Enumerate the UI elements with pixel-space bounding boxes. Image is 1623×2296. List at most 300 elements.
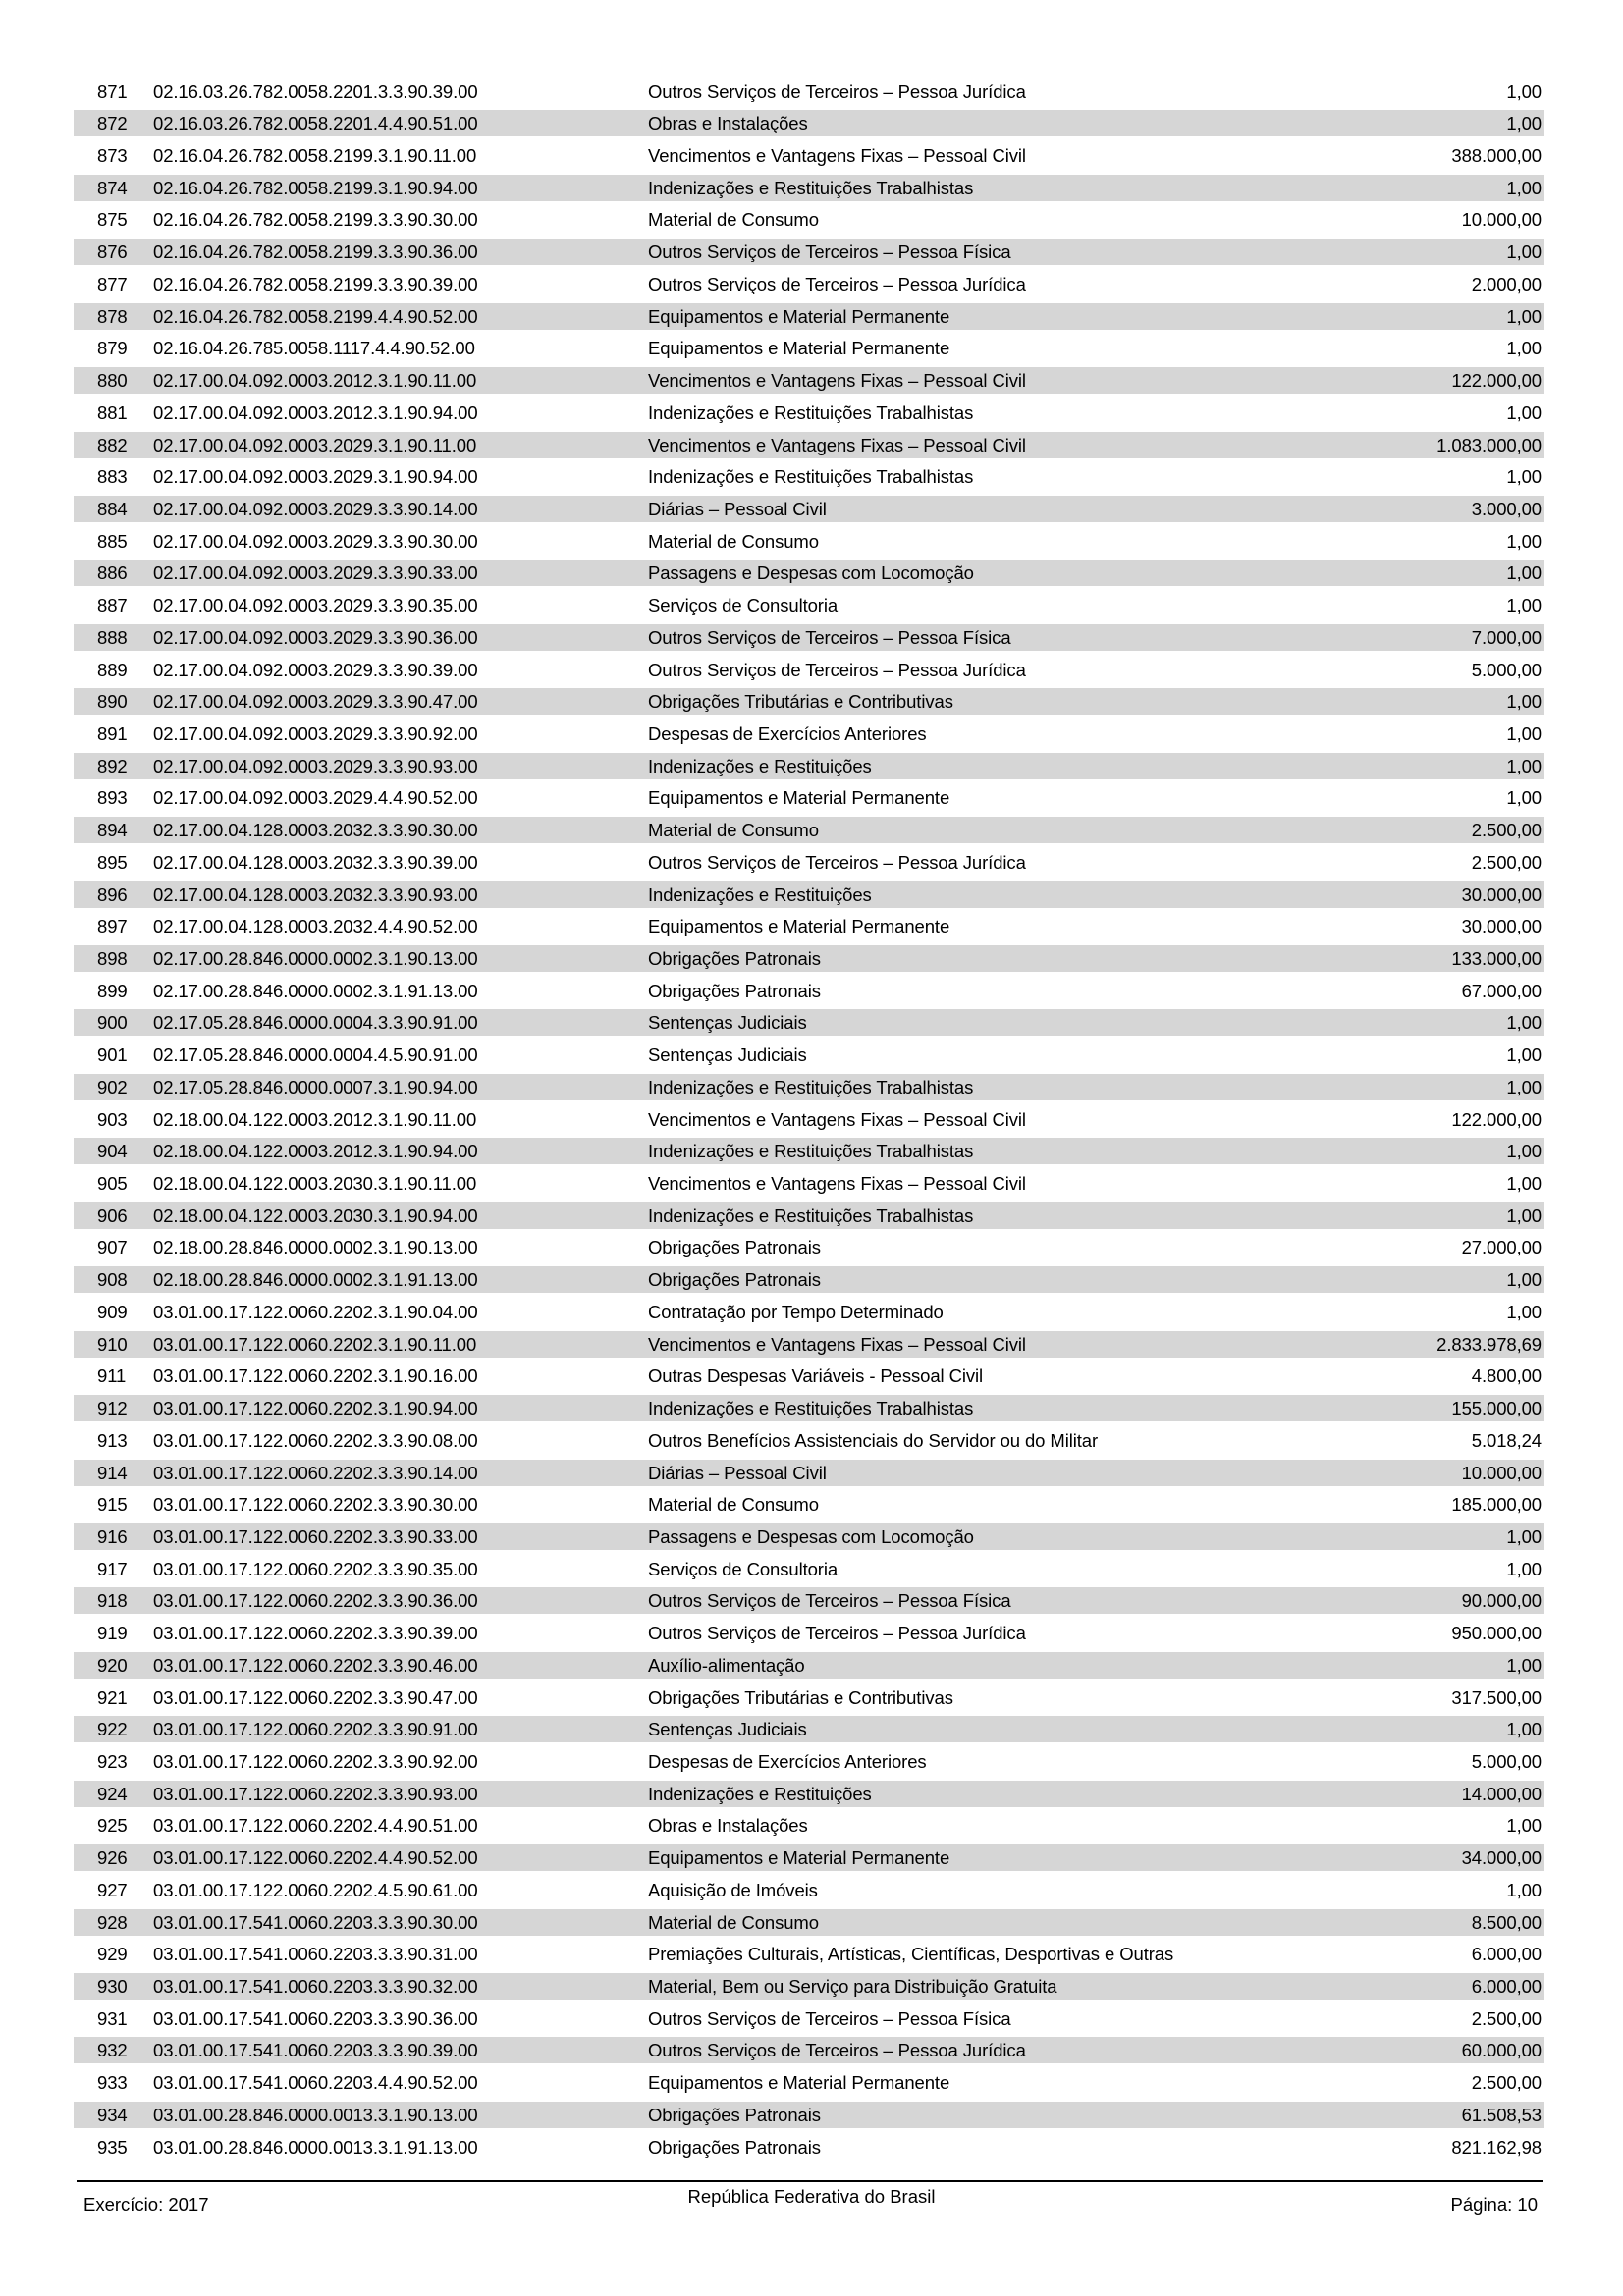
expense-description: Vencimentos e Vantagens Fixas – Pessoal Civil: [648, 1333, 1026, 1355]
amount-value: 1,00: [1506, 1815, 1542, 1837]
table-row: [74, 814, 1544, 846]
budget-code: 03.01.00.17.541.0060.2203.3.3.90.32.00: [153, 1976, 478, 1997]
table-row: [74, 718, 1544, 750]
expense-description: Premiações Culturais, Artísticas, Científicas, Desportivas e Outras: [648, 1944, 1174, 1965]
row-number: 926: [97, 1847, 128, 1869]
row-number: 877: [97, 273, 128, 294]
amount-value: 185.000,00: [1451, 1494, 1542, 1516]
row-number: 913: [97, 1429, 128, 1451]
budget-code: 02.17.00.04.092.0003.2029.3.1.90.11.00: [153, 434, 477, 455]
expense-description: Outros Serviços de Terceiros – Pessoa Física: [648, 2007, 1011, 2029]
amount-value: 5.000,00: [1471, 1750, 1542, 1772]
budget-code: 03.01.00.17.122.0060.2202.3.1.90.16.00: [153, 1365, 478, 1387]
row-number: 889: [97, 659, 128, 680]
row-number: 890: [97, 691, 128, 713]
table-row: [74, 1713, 1544, 1745]
amount-value: 1,00: [1506, 1076, 1542, 1097]
budget-code: 02.16.04.26.782.0058.2199.3.3.90.36.00: [153, 241, 478, 263]
expense-description: Outros Serviços de Terceiros – Pessoa Jurídica: [648, 2040, 1026, 2061]
table-row: [74, 236, 1544, 268]
expense-description: Material de Consumo: [648, 209, 819, 231]
expense-description: Obras e Instalações: [648, 1815, 808, 1837]
amount-value: 821.162,98: [1451, 2136, 1542, 2158]
amount-value: 1,00: [1506, 1879, 1542, 1900]
expense-description: Passagens e Despesas com Locomoção: [648, 1525, 974, 1547]
row-number: 916: [97, 1525, 128, 1547]
row-number: 902: [97, 1076, 128, 1097]
expense-description: Obrigações Patronais: [648, 980, 821, 1001]
amount-value: 1,00: [1506, 1141, 1542, 1162]
budget-code: 02.16.03.26.782.0058.2201.3.3.90.39.00: [153, 80, 478, 102]
table-row: [74, 172, 1544, 204]
amount-value: 1,00: [1506, 80, 1542, 102]
expense-description: Outros Serviços de Terceiros – Pessoa Jurídica: [648, 273, 1026, 294]
row-number: 908: [97, 1269, 128, 1291]
row-number: 934: [97, 2104, 128, 2125]
footer-divider: [77, 2180, 1543, 2182]
budget-code: 02.17.00.28.846.0000.0002.3.1.91.13.00: [153, 980, 478, 1001]
table-row: [74, 203, 1544, 236]
expense-description: Outros Serviços de Terceiros – Pessoa Jurídica: [648, 80, 1026, 102]
row-number: 911: [97, 1365, 127, 1387]
budget-code: 02.17.00.04.092.0003.2029.3.3.90.35.00: [153, 595, 478, 616]
amount-value: 5.000,00: [1471, 659, 1542, 680]
table-row: [74, 1457, 1544, 1489]
expense-description: Obras e Instalações: [648, 113, 808, 134]
row-number: 932: [97, 2040, 128, 2061]
table-row: [74, 1071, 1544, 1103]
row-number: 875: [97, 209, 128, 231]
row-number: 885: [97, 530, 128, 552]
table-row: [74, 685, 1544, 718]
amount-value: 2.500,00: [1471, 2007, 1542, 2029]
amount-value: 61.508,53: [1461, 2104, 1542, 2125]
budget-code: 02.16.03.26.782.0058.2201.4.4.90.51.00: [153, 113, 478, 134]
table-row: [74, 1970, 1544, 2002]
expense-description: Material de Consumo: [648, 820, 819, 841]
row-number: 874: [97, 177, 128, 198]
expense-description: Equipamentos e Material Permanente: [648, 2072, 950, 2094]
expense-description: Sentenças Judiciais: [648, 1044, 807, 1066]
amount-value: 1,00: [1506, 787, 1542, 809]
table-row: [74, 76, 1544, 108]
row-number: 914: [97, 1462, 128, 1483]
amount-value: 30.000,00: [1461, 916, 1542, 937]
budget-code: 03.01.00.17.122.0060.2202.4.5.90.61.00: [153, 1879, 478, 1900]
row-number: 925: [97, 1815, 128, 1837]
expense-description: Auxílio-alimentação: [648, 1654, 805, 1676]
row-number: 888: [97, 626, 128, 648]
table-row: [74, 621, 1544, 654]
budget-code: 02.17.00.04.092.0003.2029.3.3.90.47.00: [153, 691, 478, 713]
budget-code: 03.01.00.17.122.0060.2202.3.1.90.04.00: [153, 1301, 478, 1322]
budget-code: 02.17.00.04.092.0003.2012.3.1.90.94.00: [153, 401, 478, 423]
amount-value: 1,00: [1506, 1269, 1542, 1291]
budget-code: 02.17.00.04.092.0003.2029.4.4.90.52.00: [153, 787, 478, 809]
amount-value: 1,00: [1506, 1525, 1542, 1547]
expense-description: Indenizações e Restituições: [648, 883, 872, 905]
amount-value: 67.000,00: [1461, 980, 1542, 1001]
budget-code: 02.17.00.04.128.0003.2032.3.3.90.93.00: [153, 883, 478, 905]
amount-value: 122.000,00: [1451, 1108, 1542, 1130]
expense-description: Sentenças Judiciais: [648, 1719, 807, 1740]
row-number: 873: [97, 145, 128, 167]
amount-value: 317.500,00: [1451, 1686, 1542, 1708]
amount-value: 1,00: [1506, 722, 1542, 744]
row-number: 905: [97, 1173, 128, 1195]
table-row: [74, 1842, 1544, 1874]
amount-value: 30.000,00: [1461, 883, 1542, 905]
budget-code: 03.01.00.17.541.0060.2203.4.4.90.52.00: [153, 2072, 478, 2094]
table-row: [74, 557, 1544, 589]
row-number: 886: [97, 562, 128, 584]
row-number: 935: [97, 2136, 128, 2158]
amount-value: 4.800,00: [1471, 1365, 1542, 1387]
budget-code: 02.17.00.04.128.0003.2032.4.4.90.52.00: [153, 916, 478, 937]
row-number: 876: [97, 241, 128, 263]
row-number: 899: [97, 980, 128, 1001]
table-row: [74, 1682, 1544, 1714]
amount-value: 1,00: [1506, 1204, 1542, 1226]
table-row: [74, 975, 1544, 1007]
amount-value: 1,00: [1506, 562, 1542, 584]
expense-description: Despesas de Exercícios Anteriores: [648, 1750, 927, 1772]
expense-description: Indenizações e Restituições Trabalhistas: [648, 1076, 974, 1097]
budget-code: 03.01.00.17.122.0060.2202.3.3.90.33.00: [153, 1525, 478, 1547]
row-number: 909: [97, 1301, 128, 1322]
expense-description: Outros Benefícios Assistenciais do Servidor ou do Militar: [648, 1429, 1099, 1451]
budget-code: 03.01.00.17.122.0060.2202.3.3.90.92.00: [153, 1750, 478, 1772]
amount-value: 2.500,00: [1471, 851, 1542, 873]
amount-value: 8.500,00: [1471, 1911, 1542, 1933]
budget-code: 03.01.00.17.122.0060.2202.3.3.90.46.00: [153, 1654, 478, 1676]
expense-description: Serviços de Consultoria: [648, 1558, 839, 1579]
row-number: 924: [97, 1783, 128, 1804]
table-row: [74, 654, 1544, 686]
expense-description: Indenizações e Restituições Trabalhistas: [648, 401, 974, 423]
budget-table: [74, 76, 1544, 2163]
budget-code: 02.17.00.28.846.0000.0002.3.1.90.13.00: [153, 948, 478, 969]
amount-value: 1,00: [1506, 1301, 1542, 1322]
budget-code: 03.01.00.17.541.0060.2203.3.3.90.39.00: [153, 2040, 478, 2061]
amount-value: 1,00: [1506, 338, 1542, 359]
expense-description: Indenizações e Restituições: [648, 755, 872, 776]
amount-value: 90.000,00: [1461, 1590, 1542, 1612]
row-number: 897: [97, 916, 128, 937]
amount-value: 1,00: [1506, 1044, 1542, 1066]
expense-description: Despesas de Exercícios Anteriores: [648, 722, 927, 744]
amount-value: 34.000,00: [1461, 1847, 1542, 1869]
amount-value: 27.000,00: [1461, 1237, 1542, 1258]
expense-description: Obrigações Patronais: [648, 1237, 821, 1258]
row-number: 919: [97, 1623, 128, 1644]
row-number: 904: [97, 1141, 128, 1162]
table-row: [74, 1778, 1544, 1810]
expense-description: Indenizações e Restituições Trabalhistas: [648, 1398, 974, 1419]
table-row: [74, 493, 1544, 525]
row-number: 917: [97, 1558, 128, 1579]
expense-description: Indenizações e Restituições: [648, 1783, 872, 1804]
amount-value: 1,00: [1506, 755, 1542, 776]
amount-value: 950.000,00: [1451, 1623, 1542, 1644]
budget-code: 02.18.00.04.122.0003.2012.3.1.90.94.00: [153, 1141, 478, 1162]
budget-code: 02.16.04.26.782.0058.2199.3.1.90.11.00: [153, 145, 477, 167]
row-number: 896: [97, 883, 128, 905]
amount-value: 1,00: [1506, 1558, 1542, 1579]
row-number: 882: [97, 434, 128, 455]
budget-code: 02.17.00.04.128.0003.2032.3.3.90.39.00: [153, 851, 478, 873]
amount-value: 1,00: [1506, 595, 1542, 616]
footer-title: República Federativa do Brasil: [687, 2186, 936, 2207]
row-number: 930: [97, 1976, 128, 1997]
table-row: [74, 1392, 1544, 1424]
budget-code: 02.17.00.04.092.0003.2029.3.3.90.92.00: [153, 722, 478, 744]
amount-value: 2.000,00: [1471, 273, 1542, 294]
budget-code: 02.17.00.04.128.0003.2032.3.3.90.30.00: [153, 820, 478, 841]
amount-value: 2.500,00: [1471, 820, 1542, 841]
expense-description: Vencimentos e Vantagens Fixas – Pessoal Civil: [648, 434, 1026, 455]
row-number: 887: [97, 595, 128, 616]
table-row: [74, 1231, 1544, 1263]
expense-description: Equipamentos e Material Permanente: [648, 305, 950, 327]
row-number: 928: [97, 1911, 128, 1933]
table-row: [74, 1263, 1544, 1296]
table-row: [74, 1521, 1544, 1553]
table-row: [74, 1938, 1544, 1970]
row-number: 879: [97, 338, 128, 359]
table-row: [74, 942, 1544, 975]
amount-value: 122.000,00: [1451, 370, 1542, 392]
budget-code: 03.01.00.17.541.0060.2203.3.3.90.30.00: [153, 1911, 478, 1933]
row-number: 910: [97, 1333, 128, 1355]
amount-value: 2.500,00: [1471, 2072, 1542, 2094]
amount-value: 7.000,00: [1471, 626, 1542, 648]
table-row: [74, 1200, 1544, 1232]
row-number: 933: [97, 2072, 128, 2094]
budget-code: 02.18.00.28.846.0000.0002.3.1.91.13.00: [153, 1269, 478, 1291]
expense-description: Material de Consumo: [648, 1911, 819, 1933]
table-row: [74, 1617, 1544, 1649]
row-number: 881: [97, 401, 128, 423]
expense-description: Serviços de Consultoria: [648, 595, 839, 616]
row-number: 892: [97, 755, 128, 776]
table-row: [74, 2131, 1544, 2163]
expense-description: Sentenças Judiciais: [648, 1012, 807, 1034]
table-row: [74, 1553, 1544, 1585]
table-row: [74, 1135, 1544, 1167]
footer-exercise-year: Exercício: 2017: [83, 2194, 209, 2215]
table-row: [74, 1906, 1544, 1939]
amount-value: 6.000,00: [1471, 1944, 1542, 1965]
expense-description: Obrigações Patronais: [648, 2104, 821, 2125]
amount-value: 10.000,00: [1461, 1462, 1542, 1483]
table-row: [74, 846, 1544, 879]
budget-code: 03.01.00.17.122.0060.2202.3.3.90.30.00: [153, 1494, 478, 1516]
budget-code: 02.16.04.26.782.0058.2199.4.4.90.52.00: [153, 305, 478, 327]
table-row: [74, 1488, 1544, 1521]
expense-description: Vencimentos e Vantagens Fixas – Pessoal Civil: [648, 145, 1026, 167]
row-number: 895: [97, 851, 128, 873]
table-row: [74, 1167, 1544, 1200]
row-number: 915: [97, 1494, 128, 1516]
amount-value: 6.000,00: [1471, 1976, 1542, 1997]
budget-code: 03.01.00.17.122.0060.2202.3.3.90.93.00: [153, 1783, 478, 1804]
amount-value: 388.000,00: [1451, 145, 1542, 167]
table-row: [74, 1649, 1544, 1682]
table-row: [74, 525, 1544, 558]
row-number: 901: [97, 1044, 128, 1066]
amount-value: 1,00: [1506, 466, 1542, 488]
row-number: 894: [97, 820, 128, 841]
row-number: 900: [97, 1012, 128, 1034]
expense-description: Equipamentos e Material Permanente: [648, 916, 950, 937]
expense-description: Material de Consumo: [648, 1494, 819, 1516]
budget-code: 03.01.00.28.846.0000.0013.3.1.91.13.00: [153, 2136, 478, 2158]
table-row: [74, 2034, 1544, 2066]
budget-code: 02.17.00.04.092.0003.2029.3.3.90.30.00: [153, 530, 478, 552]
table-row: [74, 750, 1544, 782]
row-number: 920: [97, 1654, 128, 1676]
expense-description: Outros Serviços de Terceiros – Pessoa Jurídica: [648, 659, 1026, 680]
budget-code: 02.17.05.28.846.0000.0004.4.5.90.91.00: [153, 1044, 478, 1066]
amount-value: 1,00: [1506, 1719, 1542, 1740]
budget-code: 02.18.00.04.122.0003.2030.3.1.90.94.00: [153, 1204, 478, 1226]
table-row: [74, 910, 1544, 942]
amount-value: 1,00: [1506, 1012, 1542, 1034]
table-row: [74, 364, 1544, 397]
row-number: 878: [97, 305, 128, 327]
table-row: [74, 1809, 1544, 1842]
footer-page-number: Página: 10: [1450, 2194, 1538, 2215]
row-number: 872: [97, 113, 128, 134]
table-row: [74, 1874, 1544, 1906]
amount-value: 60.000,00: [1461, 2040, 1542, 2061]
row-number: 893: [97, 787, 128, 809]
expense-description: Indenizações e Restituições Trabalhistas: [648, 177, 974, 198]
expense-description: Indenizações e Restituições Trabalhistas: [648, 466, 974, 488]
row-number: 891: [97, 722, 128, 744]
table-row: [74, 1296, 1544, 1328]
budget-code: 02.17.00.04.092.0003.2012.3.1.90.11.00: [153, 370, 477, 392]
expense-description: Vencimentos e Vantagens Fixas – Pessoal Civil: [648, 1108, 1026, 1130]
row-number: 922: [97, 1719, 128, 1740]
amount-value: 1,00: [1506, 691, 1542, 713]
budget-code: 02.17.00.04.092.0003.2029.3.3.90.93.00: [153, 755, 478, 776]
budget-code: 03.01.00.17.122.0060.2202.3.1.90.94.00: [153, 1398, 478, 1419]
amount-value: 133.000,00: [1451, 948, 1542, 969]
expense-description: Material, Bem ou Serviço para Distribuição Gratuita: [648, 1976, 1057, 1997]
amount-value: 1,00: [1506, 1654, 1542, 1676]
table-row: [74, 300, 1544, 333]
budget-code: 02.17.00.04.092.0003.2029.3.3.90.39.00: [153, 659, 478, 680]
table-row: [74, 107, 1544, 139]
expense-description: Outros Serviços de Terceiros – Pessoa Física: [648, 241, 1011, 263]
table-row: [74, 781, 1544, 814]
budget-code: 02.18.00.04.122.0003.2030.3.1.90.11.00: [153, 1173, 477, 1195]
table-row: [74, 139, 1544, 172]
budget-code: 03.01.00.17.122.0060.2202.3.3.90.47.00: [153, 1686, 478, 1708]
table-row: [74, 332, 1544, 364]
row-number: 927: [97, 1879, 128, 1900]
expense-description: Outros Serviços de Terceiros – Pessoa Física: [648, 626, 1011, 648]
budget-code: 02.16.04.26.782.0058.2199.3.3.90.30.00: [153, 209, 478, 231]
budget-code: 03.01.00.17.122.0060.2202.3.3.90.36.00: [153, 1590, 478, 1612]
budget-code: 03.01.00.17.122.0060.2202.4.4.90.51.00: [153, 1815, 478, 1837]
table-row: [74, 2002, 1544, 2035]
table-row: [74, 460, 1544, 493]
amount-value: 10.000,00: [1461, 209, 1542, 231]
expense-description: Outros Serviços de Terceiros – Pessoa Física: [648, 1590, 1011, 1612]
table-row: [74, 1584, 1544, 1617]
row-number: 923: [97, 1750, 128, 1772]
table-row: [74, 589, 1544, 621]
expense-description: Passagens e Despesas com Locomoção: [648, 562, 974, 584]
budget-code: 03.01.00.17.122.0060.2202.4.4.90.52.00: [153, 1847, 478, 1869]
expense-description: Indenizações e Restituições Trabalhistas: [648, 1204, 974, 1226]
budget-code: 02.17.00.04.092.0003.2029.3.3.90.36.00: [153, 626, 478, 648]
table-row: [74, 1360, 1544, 1392]
budget-code: 03.01.00.17.122.0060.2202.3.3.90.08.00: [153, 1429, 478, 1451]
expense-description: Contratação por Tempo Determinado: [648, 1301, 944, 1322]
row-number: 912: [97, 1398, 128, 1419]
expense-description: Outras Despesas Variáveis - Pessoal Civil: [648, 1365, 984, 1387]
table-row: [74, 429, 1544, 461]
budget-code: 02.17.05.28.846.0000.0007.3.1.90.94.00: [153, 1076, 478, 1097]
budget-code: 02.17.00.04.092.0003.2029.3.3.90.14.00: [153, 498, 478, 519]
amount-value: 1,00: [1506, 1173, 1542, 1195]
row-number: 921: [97, 1686, 128, 1708]
table-row: [74, 1328, 1544, 1361]
expense-description: Obrigações Patronais: [648, 2136, 821, 2158]
budget-code: 03.01.00.17.122.0060.2202.3.1.90.11.00: [153, 1333, 477, 1355]
budget-code: 02.17.00.04.092.0003.2029.3.1.90.94.00: [153, 466, 478, 488]
expense-description: Obrigações Patronais: [648, 948, 821, 969]
amount-value: 2.833.978,69: [1436, 1333, 1542, 1355]
budget-code: 02.16.04.26.785.0058.1117.4.4.90.52.00: [153, 338, 475, 359]
expense-description: Outros Serviços de Terceiros – Pessoa Jurídica: [648, 1623, 1026, 1644]
budget-code: 03.01.00.17.122.0060.2202.3.3.90.14.00: [153, 1462, 478, 1483]
table-row: [74, 1006, 1544, 1039]
row-number: 883: [97, 466, 128, 488]
table-row: [74, 2099, 1544, 2131]
budget-code: 02.17.05.28.846.0000.0004.3.3.90.91.00: [153, 1012, 478, 1034]
budget-code: 02.16.04.26.782.0058.2199.3.3.90.39.00: [153, 273, 478, 294]
budget-code: 02.18.00.28.846.0000.0002.3.1.90.13.00: [153, 1237, 478, 1258]
row-number: 918: [97, 1590, 128, 1612]
expense-description: Equipamentos e Material Permanente: [648, 338, 950, 359]
table-row: [74, 2066, 1544, 2099]
amount-value: 5.018,24: [1471, 1429, 1542, 1451]
row-number: 884: [97, 498, 128, 519]
expense-description: Equipamentos e Material Permanente: [648, 1847, 950, 1869]
row-number: 906: [97, 1204, 128, 1226]
budget-code: 03.01.00.17.122.0060.2202.3.3.90.35.00: [153, 1558, 478, 1579]
budget-code: 03.01.00.17.541.0060.2203.3.3.90.31.00: [153, 1944, 478, 1965]
amount-value: 1,00: [1506, 113, 1542, 134]
expense-description: Aquisição de Imóveis: [648, 1879, 818, 1900]
amount-value: 1.083.000,00: [1436, 434, 1542, 455]
amount-value: 1,00: [1506, 530, 1542, 552]
budget-code: 03.01.00.28.846.0000.0013.3.1.90.13.00: [153, 2104, 478, 2125]
amount-value: 1,00: [1506, 241, 1542, 263]
expense-description: Indenizações e Restituições Trabalhistas: [648, 1141, 974, 1162]
expense-description: Diárias – Pessoal Civil: [648, 1462, 827, 1483]
budget-code: 02.17.00.04.092.0003.2029.3.3.90.33.00: [153, 562, 478, 584]
budget-code: 03.01.00.17.122.0060.2202.3.3.90.39.00: [153, 1623, 478, 1644]
amount-value: 155.000,00: [1451, 1398, 1542, 1419]
expense-description: Diárias – Pessoal Civil: [648, 498, 827, 519]
row-number: 929: [97, 1944, 128, 1965]
